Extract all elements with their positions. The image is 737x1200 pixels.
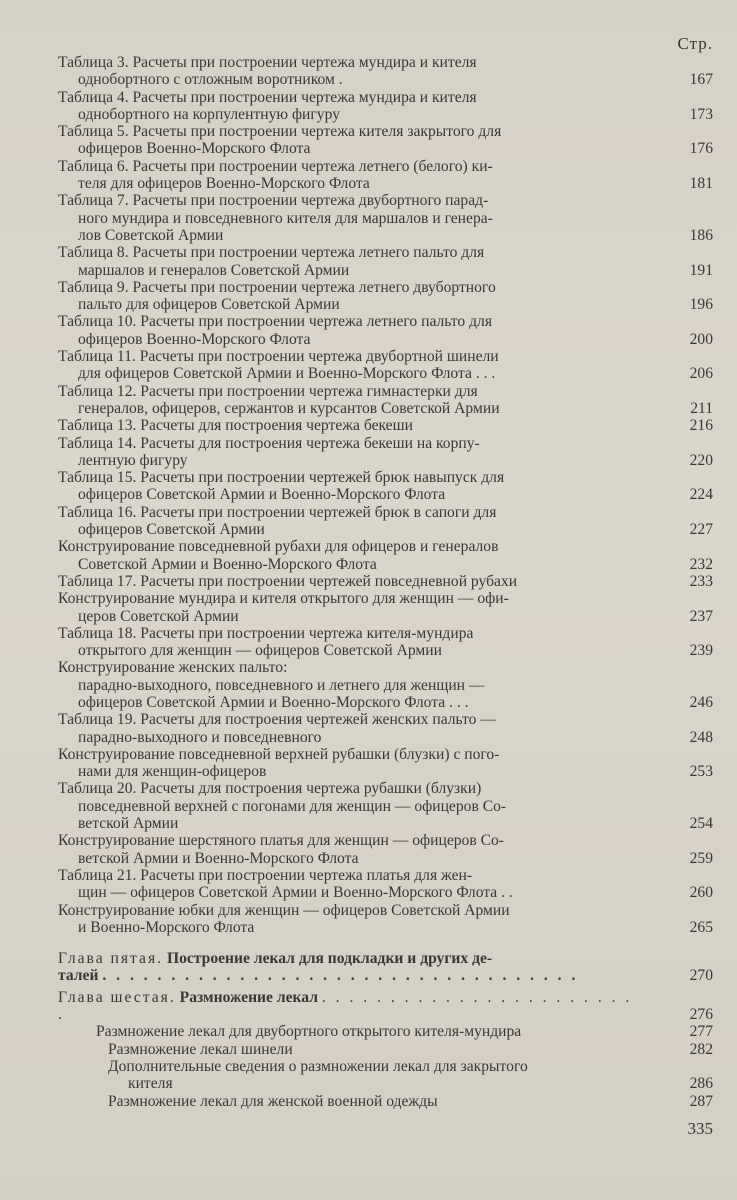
toc-entry[interactable] bbox=[58, 192, 713, 244]
toc-entry-line: офицеров Военно-Морского Флота bbox=[78, 140, 311, 158]
toc-entry-line: Таблица 17. Расчеты при построении чертежей повседневной рубахи bbox=[58, 572, 518, 590]
toc-entry-text bbox=[58, 504, 655, 539]
toc-entry-line: Таблица 19. Расчеты для построения чертежей женских пальто — bbox=[58, 711, 496, 729]
toc-entry-line: офицеров Советской Армии и Военно-Морского Флота . . . bbox=[78, 693, 469, 711]
toc-entry-line: Таблица 12. Расчеты при построении чертежа гимнастерки для bbox=[58, 382, 478, 400]
toc-entry[interactable] bbox=[58, 279, 713, 314]
final-page-entry bbox=[58, 1120, 713, 1137]
toc-entry-page: 216 bbox=[689, 417, 713, 435]
toc-entry-page: 200 bbox=[689, 330, 713, 348]
toc-entry-text bbox=[58, 383, 655, 418]
toc-entry[interactable] bbox=[58, 158, 713, 193]
toc-entry-line: лентную фигуру bbox=[78, 451, 188, 469]
toc-sub-entry-line: Размножение лекал для женской военной одежды bbox=[108, 1092, 438, 1110]
toc-entry-text bbox=[58, 659, 655, 711]
toc-entry-page: 211 bbox=[690, 399, 713, 417]
toc-entry-text bbox=[58, 435, 655, 470]
toc-entry-text bbox=[58, 89, 655, 124]
toc-sub-entry[interactable] bbox=[58, 1058, 713, 1093]
toc-entry-line: Таблица 3. Расчеты при построении чертежа мундира и кителя bbox=[58, 54, 477, 71]
toc-entry-line: Таблица 14. Расчеты для построения чертежа бекеши на корпу- bbox=[58, 434, 480, 452]
toc-entry-line: Таблица 13. Расчеты для построения чертежа бекеши bbox=[58, 417, 413, 435]
chapter-five-prefix: Глава пятая. bbox=[58, 950, 164, 968]
toc-entry[interactable] bbox=[58, 711, 713, 746]
chapter-six-subentries bbox=[58, 1023, 713, 1109]
toc-entry-line: офицеров Военно-Морского Флота bbox=[78, 330, 311, 348]
toc-entry[interactable] bbox=[58, 867, 713, 902]
toc-entry-page: 237 bbox=[689, 607, 713, 625]
toc-entry-text bbox=[58, 469, 655, 504]
toc-entry-line: Таблица 15. Расчеты при построении чертежей брюк навыпуск для bbox=[58, 469, 505, 487]
toc-entry-text bbox=[58, 832, 655, 867]
toc-entry[interactable] bbox=[58, 625, 713, 660]
toc-sub-entry-line: Размножение лекал шинели bbox=[108, 1040, 293, 1058]
toc-entry-text bbox=[58, 590, 655, 625]
toc-entry-line: генералов, офицеров, сержантов и курсантов Советской Армии bbox=[78, 399, 500, 417]
toc-entry-text bbox=[58, 867, 655, 902]
toc-entry-text bbox=[58, 158, 655, 193]
toc-entry-text bbox=[58, 313, 655, 348]
toc-entry-line: Таблица 6. Расчеты при построении чертежа летнего (белого) ки- bbox=[58, 157, 493, 175]
toc-entry-page: 227 bbox=[689, 521, 713, 539]
toc-entry-page: 246 bbox=[689, 693, 713, 711]
toc-entry-line: Таблица 21. Расчеты при построении чертежа платья для жен- bbox=[58, 866, 473, 884]
toc-entry-line: Конструирование мундира и кителя открытого для женщин — офи- bbox=[58, 590, 509, 608]
toc-entry[interactable] bbox=[58, 832, 713, 867]
toc-entry-text bbox=[58, 192, 655, 244]
toc-entry-page: 254 bbox=[689, 815, 713, 833]
toc-entry-page: 186 bbox=[689, 226, 713, 244]
toc-entry-line: парадно-выходного, повседневного и летнего для женщин — bbox=[78, 676, 485, 694]
toc-entry-line: Конструирование повседневной верхней рубашки (блузки) с пого- bbox=[58, 745, 500, 763]
toc-entry[interactable] bbox=[58, 313, 713, 348]
toc-entry-line: Конструирование юбки для женщин — офицеров Советской Армии bbox=[58, 901, 510, 919]
toc-entry-page: 220 bbox=[689, 451, 713, 469]
toc-entry[interactable] bbox=[58, 902, 713, 937]
toc-entry[interactable] bbox=[58, 573, 713, 590]
toc-entry-text bbox=[58, 123, 655, 158]
toc-entry-line: Конструирование женских пальто: bbox=[58, 659, 288, 677]
toc-entry-line: и Военно-Морского Флота bbox=[78, 918, 255, 936]
toc-entry-page: 181 bbox=[689, 175, 713, 193]
toc-entry-line: однобортного на корпулентную фигуру bbox=[78, 105, 340, 123]
toc-entry-text bbox=[58, 780, 655, 832]
toc-entry-text bbox=[58, 625, 655, 660]
table-of-contents bbox=[58, 34, 713, 1137]
toc-entry-line: маршалов и генералов Советской Армии bbox=[78, 261, 350, 279]
toc-entry[interactable] bbox=[58, 435, 713, 470]
toc-entry-text bbox=[58, 711, 655, 746]
toc-entry-line: ветской Армии bbox=[78, 815, 179, 833]
toc-entry-page: 167 bbox=[689, 71, 713, 89]
toc-entry-page: 265 bbox=[689, 918, 713, 936]
toc-entry-line: парадно-выходного и повседневного bbox=[78, 728, 322, 746]
toc-entry[interactable] bbox=[58, 244, 713, 279]
toc-entry-page: 176 bbox=[689, 140, 713, 158]
toc-entry-text bbox=[58, 54, 655, 89]
toc-entry-text bbox=[58, 573, 655, 590]
toc-entry-page: 173 bbox=[689, 105, 713, 123]
toc-entry-text bbox=[58, 244, 655, 279]
chapter-five-page: 270 bbox=[689, 967, 713, 985]
final-page-number: 335 bbox=[687, 1118, 713, 1138]
chapter-six-text: Глава шестая. Размножение лекал . . . . . . . . . . . . . . . . . . . . . . . . bbox=[58, 988, 633, 1024]
toc-entry-line: Конструирование шерстяного платья для женщин — офицеров Со- bbox=[58, 832, 504, 850]
toc-entry-page: 248 bbox=[689, 728, 713, 746]
toc-entry-page: 206 bbox=[689, 365, 713, 383]
toc-entry-line: ветской Армии и Военно-Морского Флота bbox=[78, 849, 359, 867]
toc-entry[interactable] bbox=[58, 504, 713, 539]
toc-entry-line: нами для женщин-офицеров bbox=[78, 763, 267, 781]
toc-entry-line: Конструирование повседневной рубахи для офицеров и генералов bbox=[58, 538, 499, 556]
toc-sub-entry-page: 287 bbox=[689, 1092, 713, 1110]
toc-entry-line: лов Советской Армии bbox=[78, 226, 224, 244]
toc-entry-line: Таблица 7. Расчеты при построении чертежа двубортного парад- bbox=[58, 192, 489, 210]
toc-sub-entry-page: 277 bbox=[689, 1023, 713, 1041]
toc-entry-line: Таблица 11. Расчеты при построении чертежа двубортной шинели bbox=[58, 348, 499, 366]
chapter-six-title: Размножение лекал bbox=[179, 988, 318, 1006]
toc-entry[interactable] bbox=[58, 780, 713, 832]
toc-entry-line: Таблица 18. Расчеты при построении чертежа кителя-мундира bbox=[58, 624, 474, 642]
toc-entry[interactable] bbox=[58, 383, 713, 418]
toc-entry-line: Таблица 8. Расчеты при построении чертежа летнего пальто для bbox=[58, 244, 485, 262]
toc-sub-entry-text bbox=[58, 1093, 655, 1110]
toc-sub-entry-line: Размножение лекал для двубортного открытого кителя-мундира bbox=[96, 1023, 522, 1041]
toc-entry-line: Таблица 9. Расчеты при построении чертежа летнего двубортного bbox=[58, 278, 496, 296]
toc-entry[interactable] bbox=[58, 469, 713, 504]
toc-sub-entry[interactable] bbox=[58, 1041, 713, 1058]
toc-entry[interactable] bbox=[58, 659, 713, 711]
toc-entry-line: Таблица 20. Расчеты для построения чертежа рубашки (блузки) bbox=[58, 780, 482, 798]
toc-entry[interactable] bbox=[58, 54, 713, 89]
toc-entry-line: теля для офицеров Военно-Морского Флота bbox=[78, 175, 370, 193]
toc-entry[interactable] bbox=[58, 538, 713, 573]
toc-entry-line: Советской Армии и Военно-Морского Флота bbox=[78, 555, 377, 573]
toc-entry[interactable] bbox=[58, 417, 713, 434]
toc-entry[interactable] bbox=[58, 89, 713, 124]
toc-entry-line: щин — офицеров Советской Армии и Военно-Морского Флота . . bbox=[78, 884, 513, 902]
toc-sub-entry-text bbox=[58, 1023, 655, 1040]
toc-entry-page: 259 bbox=[689, 849, 713, 867]
toc-sub-entry-line: Дополнительные сведения о размножении лекал для закрытого bbox=[108, 1057, 528, 1075]
toc-entry-line: офицеров Советской Армии bbox=[78, 521, 265, 539]
toc-sub-entry-page: 286 bbox=[689, 1075, 713, 1093]
toc-entry-line: повседневной верхней с погонами для женщин — офицеров Со- bbox=[78, 797, 507, 815]
toc-entry-line: для офицеров Советской Армии и Военно-Морского Флота . . . bbox=[78, 365, 496, 383]
toc-entry-line: Таблица 10. Расчеты при построении чертежа летнего пальто для bbox=[58, 313, 492, 331]
toc-entry-page: 196 bbox=[689, 296, 713, 314]
toc-sub-entry-line: кителя bbox=[128, 1075, 173, 1093]
toc-entry-page: 191 bbox=[689, 261, 713, 279]
toc-entry-line: однобортного с отложным воротником . bbox=[78, 71, 343, 89]
toc-sub-entry-text bbox=[58, 1058, 655, 1093]
toc-entry-line: открытого для женщин — офицеров Советской Армии bbox=[78, 642, 442, 660]
toc-entry-text bbox=[58, 279, 655, 314]
chapter-five-text bbox=[58, 950, 655, 985]
chapter-five-title-cont: талей . . . . . . . . . . . . . . . . . . . . . . . . . . . . . . . . . . . bbox=[58, 967, 579, 985]
toc-entry-line: церов Советской Армии bbox=[78, 607, 239, 625]
toc-entry[interactable] bbox=[58, 590, 713, 625]
toc-sub-entry-page: 282 bbox=[689, 1040, 713, 1058]
toc-entry-line: Таблица 16. Расчеты при построении чертежей брюк в сапоги для bbox=[58, 503, 497, 521]
chapter-five-title: Построение лекал для подкладки и других де- bbox=[166, 950, 493, 968]
toc-entry[interactable] bbox=[58, 348, 713, 383]
toc-entries bbox=[58, 54, 713, 936]
toc-sub-entry-text bbox=[58, 1041, 655, 1058]
toc-entry-text bbox=[58, 417, 655, 434]
toc-entry-text bbox=[58, 348, 655, 383]
toc-entry-page: 260 bbox=[689, 884, 713, 902]
toc-entry-page: 232 bbox=[689, 555, 713, 573]
toc-entry[interactable] bbox=[58, 746, 713, 781]
chapter-six-page: 276 bbox=[689, 1006, 713, 1024]
chapter-six-prefix: Глава шестая. bbox=[58, 988, 176, 1006]
toc-entry-line: Таблица 4. Расчеты при построении чертежа мундира и кителя bbox=[58, 88, 477, 106]
toc-entry-line: Таблица 5. Расчеты при построении чертежа кителя закрытого для bbox=[58, 123, 502, 141]
chapter-six-entry[interactable] bbox=[58, 989, 713, 1024]
toc-entry[interactable] bbox=[58, 123, 713, 158]
chapter-five-entry[interactable] bbox=[58, 950, 713, 985]
toc-entry-text bbox=[58, 746, 655, 781]
toc-entry-line: офицеров Советской Армии и Военно-Морского Флота bbox=[78, 486, 446, 504]
toc-sub-entry[interactable] bbox=[58, 1093, 713, 1110]
toc-entry-line: пальто для офицеров Советской Армии bbox=[78, 296, 340, 314]
toc-entry-text bbox=[58, 902, 655, 937]
toc-sub-entry[interactable] bbox=[58, 1023, 713, 1040]
toc-entry-text bbox=[58, 538, 655, 573]
toc-entry-page: 224 bbox=[689, 486, 713, 504]
toc-entry-line: ного мундира и повседневного кителя для маршалов и генера- bbox=[78, 209, 493, 227]
page-column-label: Стр. bbox=[677, 34, 713, 53]
toc-entry-page: 253 bbox=[689, 763, 713, 781]
toc-entry-page: 233 bbox=[689, 572, 713, 590]
toc-entry-page: 239 bbox=[689, 642, 713, 660]
